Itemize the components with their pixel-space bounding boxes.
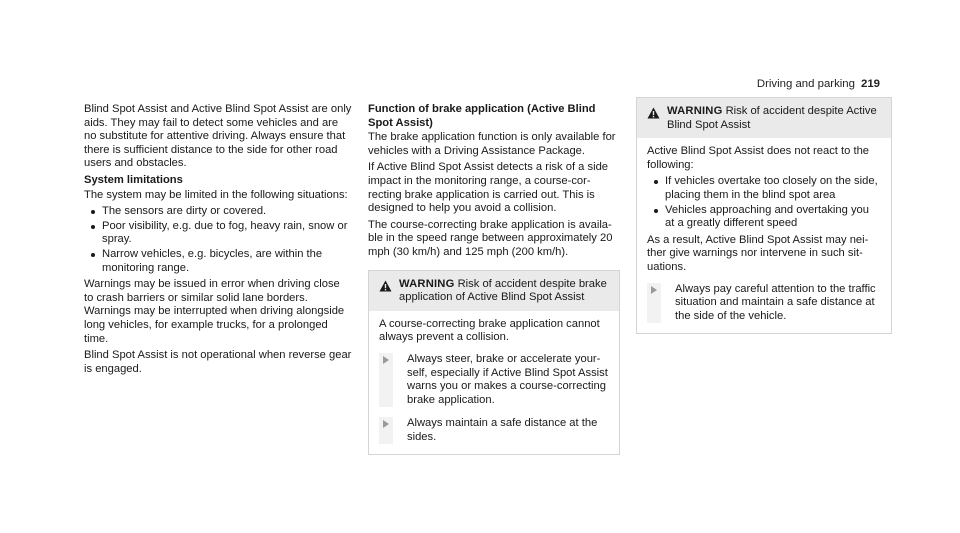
warning-triangle-icon xyxy=(379,280,392,292)
warning-header xyxy=(369,271,619,311)
warning-header xyxy=(637,98,891,138)
list-item xyxy=(379,353,609,407)
step-text: Always pay careful attention to the traffic situation and maintain a safe distance at the side of the vehicle. xyxy=(675,282,876,322)
page-number: 219 xyxy=(860,78,880,90)
intro-paragraph: Blind Spot Assist and Active Blind Spot Assist are only aids. They may fail to detect some vehicles and are no substitute for attentive driving. Always ensure that there is sufficient distance to the side for other road users and obstacles. xyxy=(84,103,352,170)
warning-title: Risk of accident despite Active Blind Spot Assist xyxy=(667,105,877,131)
list-item xyxy=(379,417,609,444)
not-operational-paragraph: Blind Spot Assist is not operational when reverse gear is engaged. xyxy=(84,349,352,375)
limitations-intro: The system may be limited in the following situations: xyxy=(84,188,348,201)
step-text: Always steer, brake or accelerate yourself, especially if Active Blind Spot Assist warns you or makes a course-correcting brake application. xyxy=(407,352,608,406)
side-impact-paragraph: If Active Blind Spot Assist detects a risk of a side impact in the monitoring range, a course-correcting brake application is carried out. This is designed to help you avoid a collision. xyxy=(368,161,609,215)
warning-body xyxy=(369,311,619,455)
warning-body xyxy=(637,138,891,333)
limitations-list xyxy=(84,205,352,275)
speed-range-paragraph: The course-correcting brake application is available in the speed range between approximately 20 mph (30 km/h) and 125 mph (200 km/h). xyxy=(368,218,613,258)
column-1 xyxy=(84,103,352,379)
warning-box xyxy=(636,97,892,334)
column-2 xyxy=(368,103,620,455)
arrow-right-icon xyxy=(647,283,661,324)
list-item: If vehicles overtake too closely on the side, placing them in the blind spot area xyxy=(647,175,881,202)
list-item: The sensors are dirty or covered. xyxy=(84,205,352,219)
column-3 xyxy=(636,97,892,334)
list-item: Poor visibility, e.g. due to fog, heavy rain, snow or spray. xyxy=(84,220,352,247)
arrow-right-icon xyxy=(379,353,393,407)
warnings-paragraph: Warnings may be issued in error when driving close to crash barriers or similar solid lane borders. Warnings may be interrupted when driving alongside long vehicles, for example trucks, for a prolonged time. xyxy=(84,278,345,345)
list-item xyxy=(647,283,881,324)
warning-label: WARNING xyxy=(399,277,455,290)
system-limitations-heading: System limitations xyxy=(84,173,183,186)
list-item: Narrow vehicles, e.g. bicycles, are within the monitoring range. xyxy=(84,248,352,275)
warning-triangle-icon xyxy=(647,107,660,119)
warning-steps xyxy=(647,283,881,324)
warning-text: Active Blind Spot Assist does not react to the following: xyxy=(647,145,870,171)
warning-text: A course-correcting brake application cannot always prevent a collision. xyxy=(379,317,600,344)
warning-label: WARNING xyxy=(667,105,723,117)
warning-result-text: As a result, Active Blind Spot Assist may neither give warnings nor intervene in such situations. xyxy=(647,233,869,273)
list-item: Vehicles approaching and overtaking you at a greatly different speed xyxy=(647,204,881,231)
page-header xyxy=(757,78,880,92)
warning-bullets xyxy=(647,175,881,230)
brake-application-heading: Function of brake application (Active Blind Spot Assist) xyxy=(368,103,596,129)
warning-steps xyxy=(379,353,609,445)
warning-title: Risk of accident despite brake application of Active Blind Spot Assist xyxy=(399,277,607,304)
arrow-right-icon xyxy=(379,417,393,444)
step-text: Always maintain a safe distance at the sides. xyxy=(407,417,598,443)
section-title: Driving and parking xyxy=(756,78,855,90)
warning-box xyxy=(368,270,620,456)
availability-paragraph: The brake application function is only available for vehicles with a Driving Assistance Package. xyxy=(368,131,616,157)
